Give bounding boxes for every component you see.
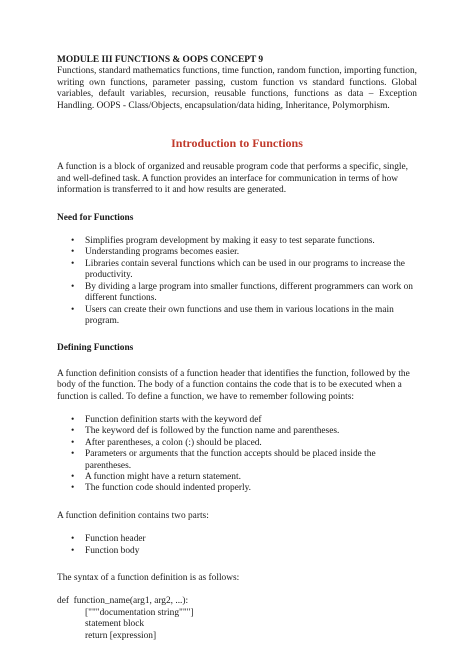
- section-heading-introduction: Introduction to Functions: [171, 136, 303, 151]
- defining-list: [57, 415, 417, 495]
- syntax-line: return [expression]: [85, 630, 157, 641]
- list-item: • The keyword def is followed by the function name and parentheses.: [57, 426, 417, 437]
- intro-paragraph: A function is a block of organized and reusable program code that performs a specific, single, and well-defined task. A function provides an interface for communication in terms of how information is transferred to it and how results are generated.: [57, 162, 409, 196]
- need-list: [57, 236, 417, 327]
- list-item: • A function might have a return statement.: [57, 472, 417, 483]
- document-page: [57, 55, 417, 642]
- syntax-intro: The syntax of a function definition is as follows:: [57, 573, 240, 583]
- syntax-line: statement block: [85, 619, 145, 630]
- list-item: • By dividing a large program into smaller functions, different programmers can work on different functions.: [57, 282, 417, 305]
- need-heading: Need for Functions: [57, 212, 134, 223]
- list-item: • Function header: [57, 534, 417, 545]
- syntax-line: ["""documentation string"""]: [85, 607, 194, 618]
- list-item: • Libraries contain several functions which can be used in our programs to increase the productivity.: [57, 259, 417, 282]
- list-item: • After parentheses, a colon (:) should be placed.: [57, 438, 417, 449]
- parts-list: [57, 534, 417, 557]
- defining-paragraph: A function definition consists of a function header that identifies the function, followed by the body of the function. The body of a function contains the code that is to be executed when a function is called. To define a function, we have to remember following points:: [57, 368, 410, 402]
- list-item: • Function body: [57, 546, 417, 557]
- list-item: • Function definition starts with the keyword def: [57, 415, 417, 426]
- list-item: • Understanding programs becomes easier.: [57, 247, 417, 258]
- syntax-line: def function_name(arg1, arg2, ...):: [57, 596, 189, 607]
- module-title: MODULE III FUNCTIONS & OOPS CONCEPT 9: [57, 55, 264, 65]
- syntax-block: [57, 596, 417, 642]
- list-item: • The function code should indented properly.: [57, 483, 417, 494]
- list-item: • Parameters or arguments that the function accepts should be placed inside the parentheses.: [57, 449, 417, 472]
- defining-heading: Defining Functions: [57, 343, 134, 354]
- list-item: • Simplifies program development by making it easy to test separate functions.: [57, 236, 417, 247]
- module-description: Functions, standard mathematics functions, time function, random function, importing function, writing own functions, parameter passing, custom function vs standard functions. Global variables, default variables, recursion, reusable functions, functions as data – Exception Handling. OOPS - Class/Objects, encapsulation/data hiding, Inheritance, Polymorphism.: [57, 66, 417, 111]
- list-item: • Users can create their own functions and use them in various locations in the main program.: [57, 305, 417, 328]
- parts-intro: A function definition contains two parts:: [57, 510, 209, 521]
